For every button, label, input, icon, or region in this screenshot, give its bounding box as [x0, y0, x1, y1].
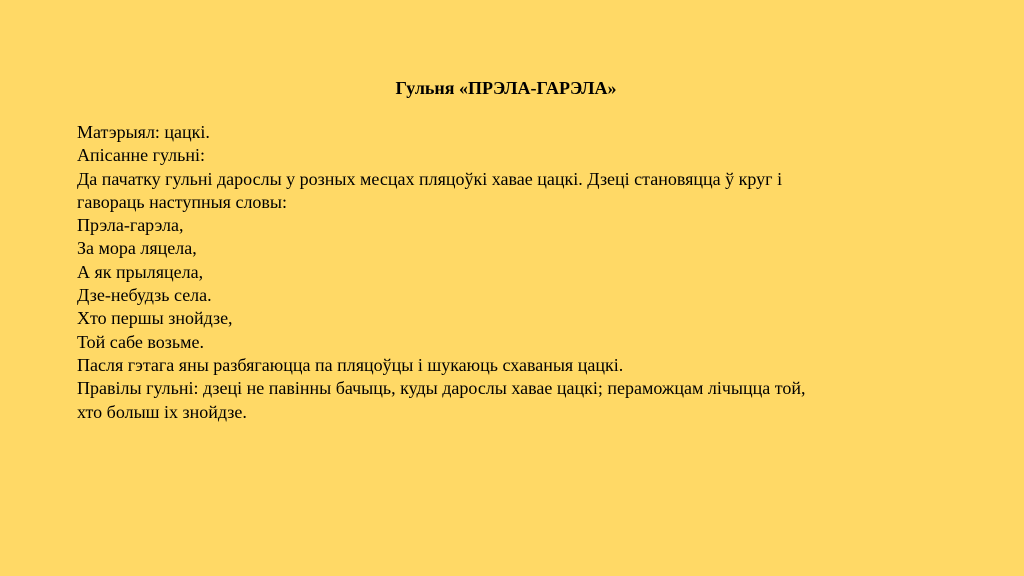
rhyme-line-4: Дзе-небудзь села. — [77, 285, 212, 306]
game-description — [77, 121, 957, 424]
rhyme-line-2: За мора ляцела, — [77, 238, 197, 259]
rhyme-line-1: Прэла-гарэла, — [77, 215, 184, 236]
text-line-materials: Матэрыял: цацкі. — [77, 122, 210, 142]
text-line-search: Пасля гэтага яны разбягаюцца па пляцоўцы і шукаюць схаваныя цацкі. — [77, 354, 624, 375]
text-line-setup-continued: гавораць наступныя словы: — [77, 191, 288, 212]
rhyme-line-3: А як прыляцела, — [77, 261, 204, 282]
text-line-rules-continued: хто болыш іх знойдзе. — [77, 401, 247, 422]
slide-title: Гульня «ПРЭЛА-ГАРЭЛА» — [395, 78, 617, 98]
text-line-rules: Правілы гульні: дзеці не павінны бачыць, куды дарослы хавае цацкі; пераможцам лічыцца той, — [77, 378, 806, 399]
rhyme-line-5: Хто першы знойдзе, — [77, 308, 233, 329]
text-line-setup: Да пачатку гульні дарослы у розных месцах пляцоўкі хавае цацкі. Дзеці становяцца ў круг і — [77, 168, 783, 189]
text-line-description-heading: Апісанне гульні: — [77, 145, 206, 166]
rhyme-line-6: Той сабе возьме. — [77, 331, 204, 352]
